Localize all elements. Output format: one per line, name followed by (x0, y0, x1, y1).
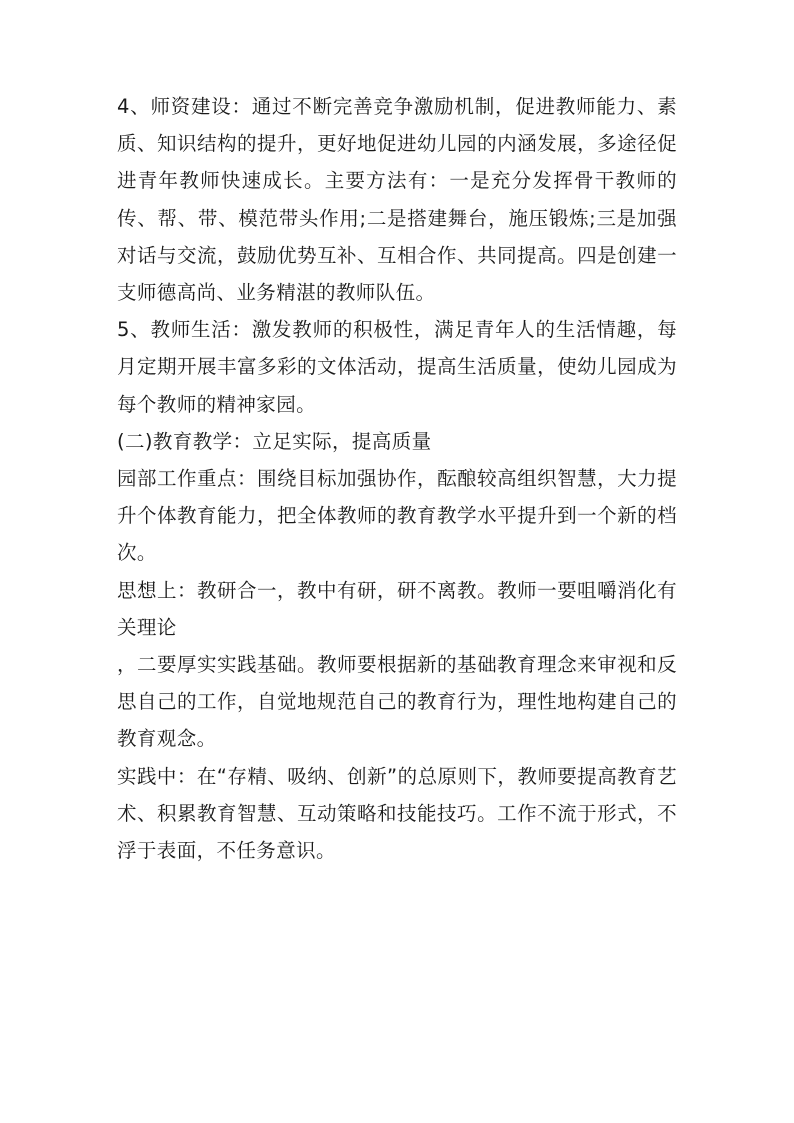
paragraph-practice: 实践中：在“存精、吸纳、创新”的总原则下，教师要提高教育艺术、积累教育智慧、互动策略和技能技巧。工作不流于形式，不浮于表面，不任务意识。 (117, 764, 677, 863)
paragraph-practice-foundation: ，二要厚实实践基础。教师要根据新的基础教育理念来审视和反思自己的工作，自觉地规范自己的教育行为，理性地构建自己的教育观念。 (117, 653, 677, 751)
document-page (117, 88, 677, 869)
paragraph-teacher-development: 4、师资建设：通过不断完善竞争激励机制，促进教师能力、素质、知识结构的提升，更好地促进幼儿园的内涵发展，多途径促进青年教师快速成长。主要方法有：一是充分发挥骨干教师的传、帮、带、模范带头作用;二是搭建舞台，施压锻炼;三是加强对话与交流，鼓励优势互补、互相合作、共同提高。四是创建一支师德高尚、业务精湛的教师队伍。 (117, 95, 677, 305)
paragraph-thinking: 思想上：教研合一，教中有研，研不离教。教师一要咀嚼消化有关理论 (117, 578, 677, 639)
section-heading-education-teaching: (二)教育教学：立足实际，提高质量 (117, 429, 432, 453)
paragraph-teacher-life: 5、教师生活：激发教师的积极性，满足青年人的生活情趣，每月定期开展丰富多彩的文体活动，提高生活质量，使幼儿园成为每个教师的精神家园。 (117, 318, 677, 416)
paragraph-work-focus: 园部工作重点：围绕目标加强协作，酝酿较高组织智慧，大力提升个体教育能力，把全体教师的教育教学水平提升到一个新的档次。 (117, 467, 677, 565)
